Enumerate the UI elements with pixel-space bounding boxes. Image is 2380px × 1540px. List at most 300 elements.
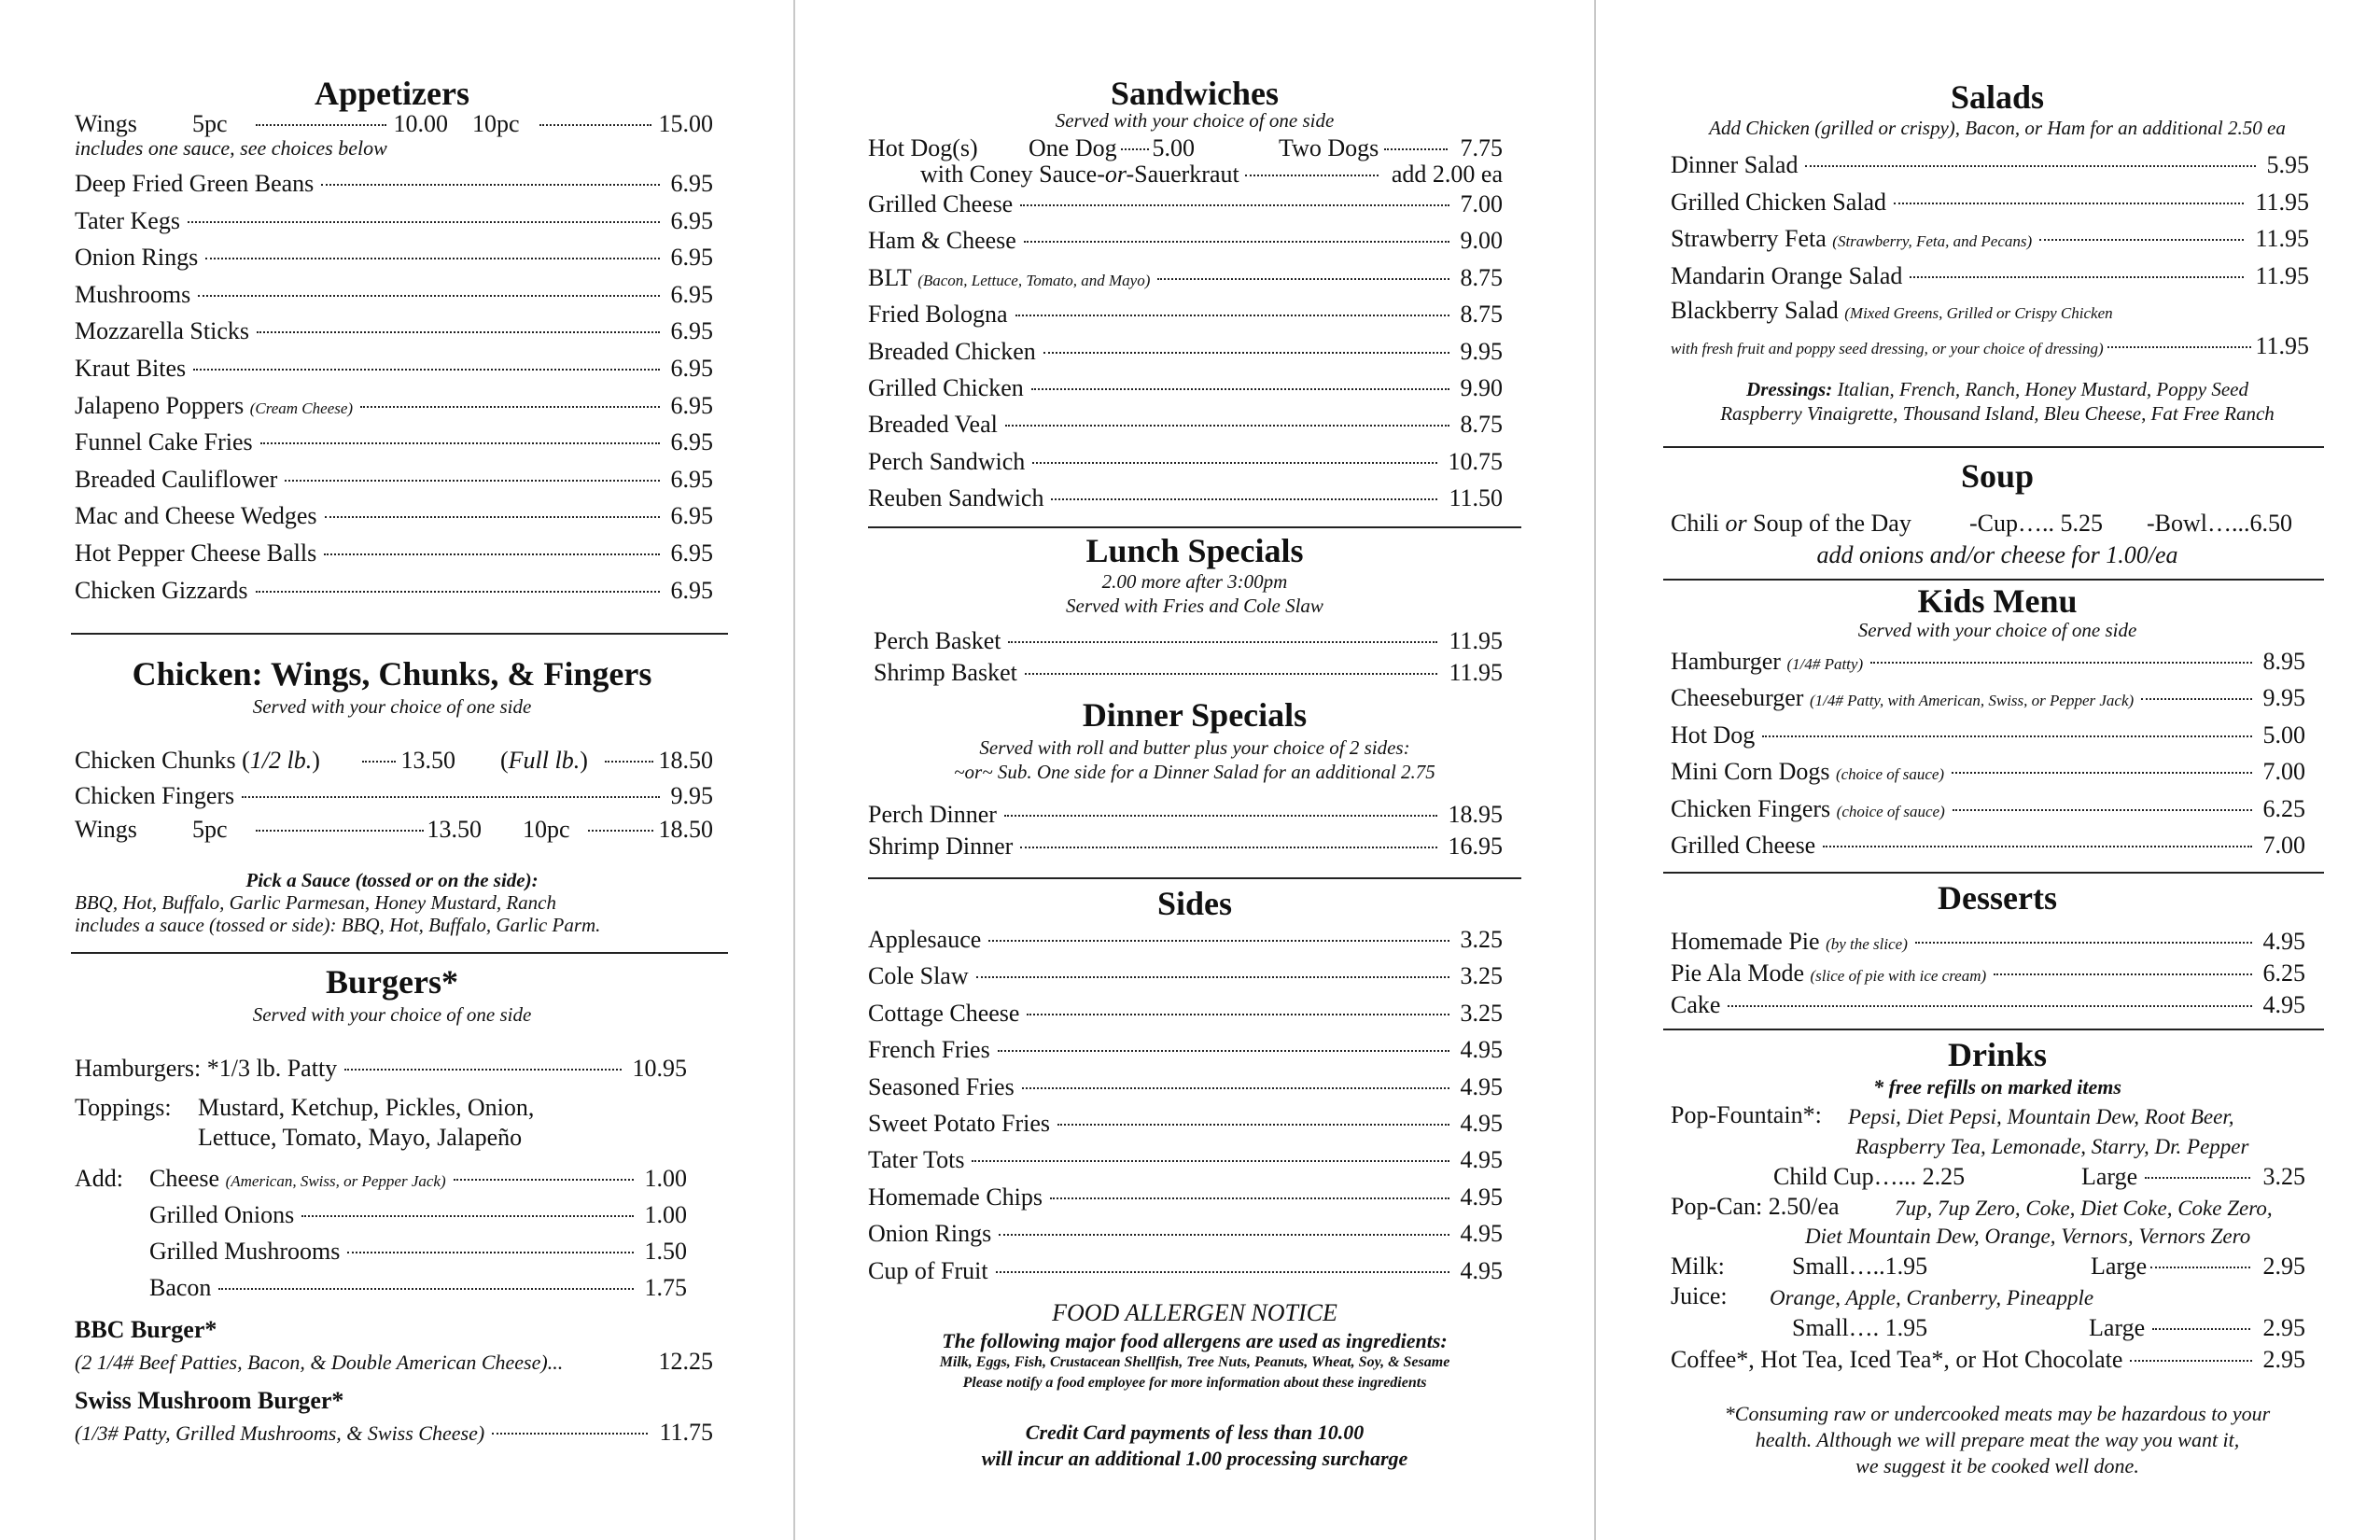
salads-title: Salads <box>1950 78 2045 116</box>
sandwich-row-price: 9.00 <box>1460 227 1503 255</box>
allergen-title: FOOD ALLERGEN NOTICE <box>1052 1299 1337 1326</box>
sandwich-row <box>868 483 1503 514</box>
soup-row: Chili or Soup of the Day <box>1671 510 1911 537</box>
dot-leader <box>1043 352 1449 354</box>
appetizer-row <box>75 279 713 311</box>
salad-row <box>1671 223 2309 258</box>
appetizer-row-price: 6.95 <box>670 391 713 419</box>
dessert-row-name: Homemade Pie <box>1671 928 1820 955</box>
side-row <box>868 1218 1503 1250</box>
dot-leader <box>1024 241 1449 243</box>
salad-row <box>1671 260 2309 292</box>
warning-line-3: we suggest it be cooked well done. <box>1855 1454 2139 1477</box>
side-row-name: Seasoned Fries <box>868 1072 1015 1100</box>
side-row <box>868 998 1503 1029</box>
credit-line-1: Credit Card payments of less than 10.00 <box>1025 1421 1365 1444</box>
sandwich-row <box>868 372 1503 404</box>
sandwich-row-name: Breaded Veal <box>868 411 998 439</box>
dinner-row <box>868 831 1503 862</box>
appetizer-row-name: Deep Fried Green Beans <box>75 170 315 197</box>
dot-leader <box>1057 1124 1449 1126</box>
section-rule <box>1663 446 2324 448</box>
dot-leader <box>347 1252 633 1253</box>
fountain-line-1: Pepsi, Diet Pepsi, Mountain Dew, Root Beer, <box>1848 1105 2234 1128</box>
lunch-row <box>874 625 1503 657</box>
addon-row-price: 1.00 <box>644 1165 687 1192</box>
appetizer-row <box>75 315 713 347</box>
lunch-specials-title: Lunch Specials <box>1085 532 1304 569</box>
milk-large-row: Large 2.95 <box>2091 1253 2305 1280</box>
dot-leader <box>324 553 659 555</box>
burgers-subtitle: Served with your choice of one side <box>252 1003 532 1026</box>
appetizers-title: Appetizers <box>315 75 469 112</box>
sandwich-row-name: Grilled Cheese <box>868 190 1014 217</box>
dot-leader <box>205 258 659 259</box>
dot-leader <box>1050 1197 1449 1199</box>
side-row-name: Cup of Fruit <box>868 1256 988 1284</box>
hamburger-row: Hamburgers: *1/3 lb. Patty 10.95 <box>75 1055 687 1082</box>
side-row-name: Homemade Chips <box>868 1183 1043 1211</box>
wings-10pc-label: 10pc <box>472 110 520 137</box>
dot-leader <box>1031 388 1449 390</box>
salad-row-price: 11.95 <box>2255 225 2309 253</box>
lunch-sub-1: 2.00 more after 3:00pm <box>1101 570 1288 593</box>
sandwich-row-name: BLT <box>868 263 912 291</box>
allergen-line-1: The following major food allergens are used as ingredients: <box>942 1329 1448 1352</box>
fountain-large-row: Large 3.25 <box>2081 1163 2305 1190</box>
appetizer-row-price: 6.95 <box>670 280 713 308</box>
kids-row-name: Grilled Cheese <box>1671 832 1816 859</box>
bbc-burger-row: (2 1/4# Beef Patties, Bacon, & Double American Cheese)... 12.25 <box>75 1348 713 1375</box>
kids-row-note: (1/4# Patty) <box>1786 655 1864 673</box>
kids-row <box>1671 830 2305 861</box>
appetizer-row-name: Chicken Gizzards <box>75 576 248 604</box>
dot-leader <box>1952 772 2251 774</box>
lunch-row-price: 11.95 <box>1449 627 1503 654</box>
chicken-fingers-row: Chicken Fingers 9.95 <box>75 782 713 809</box>
dot-leader <box>1020 204 1449 206</box>
side-row-price: 3.25 <box>1460 926 1503 953</box>
dot-leader <box>325 516 660 518</box>
addon-row <box>149 1272 687 1304</box>
section-rule <box>71 633 728 635</box>
soup-bowl-price: -Bowl…...6.50 <box>2147 510 2292 537</box>
kids-row-price: 7.00 <box>2262 832 2305 859</box>
dot-leader <box>1032 462 1436 464</box>
juice-small: Small…. 1.95 <box>1792 1314 1928 1341</box>
sauce-line-2: includes a sauce (tossed or side): BBQ, Hot, Buffalo, Garlic Parm. <box>75 914 601 936</box>
can-line-2: Diet Mountain Dew, Orange, Vernors, Vernors Zero <box>1805 1225 2251 1248</box>
sandwich-row-price: 8.75 <box>1460 301 1503 329</box>
section-rule <box>868 526 1521 528</box>
sandwich-row <box>868 225 1503 257</box>
side-row <box>868 960 1503 992</box>
dot-leader <box>1157 278 1449 280</box>
sandwich-row-price: 8.75 <box>1460 263 1503 291</box>
dessert-row-note: (slice of pie with ice cream) <box>1810 967 1987 985</box>
kids-row <box>1671 682 2305 717</box>
addon-row <box>149 1163 687 1197</box>
appetizer-row <box>75 500 713 532</box>
appetizer-row <box>75 427 713 458</box>
kids-row-name: Cheeseburger <box>1671 684 1804 712</box>
addon-row <box>149 1236 687 1267</box>
appetizer-row-price: 6.95 <box>670 465 713 493</box>
dot-leader <box>256 591 660 593</box>
kids-row-price: 6.25 <box>2262 794 2305 822</box>
hotdog-one-price: 5.00 <box>1152 134 1195 161</box>
dot-leader <box>976 976 1449 978</box>
chicken-wings-5pc-price: 13.50 <box>427 816 482 843</box>
lunch-sub-2: Served with Fries and Cole Slaw <box>1066 595 1323 617</box>
side-row-name: Sweet Potato Fries <box>868 1110 1050 1137</box>
appetizer-row-price: 6.95 <box>670 539 713 567</box>
dot-leader <box>360 406 659 408</box>
toppings-line-1: Mustard, Ketchup, Pickles, Onion, <box>198 1094 535 1121</box>
side-row-name: Cottage Cheese <box>868 999 1020 1027</box>
addon-row-name: Cheese <box>149 1165 220 1192</box>
toppings-line-2: Lettuce, Tomato, Mayo, Jalapeño <box>198 1124 523 1151</box>
dot-leader <box>198 295 659 297</box>
sandwich-row <box>868 409 1503 441</box>
blackberry-row-2: with fresh fruit and poppy seed dressing, or your choice of dressing) 11.95 <box>1671 332 2309 359</box>
addon-row-price: 1.00 <box>644 1201 687 1228</box>
appetizer-row <box>75 538 713 569</box>
dinner-row-name: Perch Dinner <box>868 801 997 828</box>
hotdog-two-label: Two Dogs <box>1279 134 1379 161</box>
sandwich-row <box>868 189 1503 220</box>
dessert-row-price: 6.25 <box>2262 959 2305 987</box>
side-row-price: 4.95 <box>1460 1072 1503 1100</box>
drinks-title: Drinks <box>1947 1036 2048 1073</box>
dot-leader <box>1762 735 2251 737</box>
coney-price: add 2.00 ea <box>1391 161 1503 188</box>
addon-row-name: Grilled Onions <box>149 1201 295 1228</box>
side-row-price: 4.95 <box>1460 1183 1503 1211</box>
juice-list: Orange, Apple, Cranberry, Pineapple <box>1770 1286 2094 1309</box>
appetizer-row-price: 6.95 <box>670 428 713 456</box>
sandwich-row <box>868 336 1503 368</box>
sandwich-row-name: Grilled Chicken <box>868 374 1024 401</box>
salad-row-price: 5.95 <box>2266 151 2309 178</box>
dot-leader <box>1823 846 2251 847</box>
dinner-row <box>868 799 1503 831</box>
side-row-name: Onion Rings <box>868 1220 992 1248</box>
dressings-line-2: Raspberry Vinaigrette, Thousand Island, Bleu Cheese, Fat Free Ranch <box>1720 402 2275 425</box>
dinner-sub-1: Served with roll and butter plus your choice of 2 sides: <box>979 736 1410 759</box>
coney-row: with Coney Sauce -or- Sauerkraut add 2.00 ea <box>920 159 1503 190</box>
addon-row <box>149 1199 687 1231</box>
side-row-price: 4.95 <box>1460 1110 1503 1137</box>
side-row-price: 3.25 <box>1460 999 1503 1027</box>
lunch-row-price: 11.95 <box>1449 659 1503 686</box>
kids-row-name: Hamburger <box>1671 648 1781 675</box>
kids-row-note: (1/4# Patty, with American, Swiss, or Pepper Jack) <box>1809 692 2135 710</box>
dot-leader <box>2141 698 2251 700</box>
appetizer-row-price: 6.95 <box>670 170 713 197</box>
burgers-title: Burgers* <box>326 963 458 1001</box>
section-rule <box>71 952 728 954</box>
fountain-label: Pop-Fountain*: <box>1671 1101 1822 1128</box>
credit-line-2: will incur an additional 1.00 processing surcharge <box>981 1447 1408 1470</box>
appetizer-row-price: 6.95 <box>670 317 713 345</box>
side-row-price: 4.95 <box>1460 1256 1503 1284</box>
dot-leader <box>1008 641 1437 643</box>
dot-leader <box>1953 809 2252 811</box>
sides-title: Sides <box>1156 885 1233 922</box>
appetizer-row <box>75 390 713 425</box>
fountain-line-2: Raspberry Tea, Lemonade, Starry, Dr. Pepper <box>1855 1135 2249 1158</box>
hotdog-two-price: 7.75 <box>1460 134 1503 161</box>
lunch-row-name: Perch Basket <box>874 627 1001 654</box>
appetizer-row <box>75 353 713 385</box>
sandwich-row-name: Fried Bologna <box>868 301 1008 329</box>
dot-leader <box>321 184 659 186</box>
kids-row-name: Chicken Fingers <box>1671 794 1831 822</box>
sandwich-row-name: Perch Sandwich <box>868 447 1026 475</box>
section-rule <box>1663 1029 2324 1030</box>
sandwiches-subtitle: Served with your choice of one side <box>1055 109 1335 132</box>
sandwich-row-price: 8.75 <box>1460 411 1503 439</box>
dot-leader <box>257 331 660 333</box>
bbc-burger-name: BBC Burger* <box>75 1316 217 1343</box>
dessert-row-name: Cake <box>1671 991 1721 1018</box>
kids-row-note: (choice of sauce) <box>1835 765 1945 784</box>
salad-row-note: (Strawberry, Feta, and Pecans) <box>1832 232 2033 251</box>
dot-leader <box>188 221 660 223</box>
appetizer-row-name: Tater Kegs <box>75 206 180 234</box>
lunch-row-name: Shrimp Basket <box>874 659 1017 686</box>
salad-row-name: Grilled Chicken Salad <box>1671 188 1887 216</box>
warning-line-1: *Consuming raw or undercooked meats may be hazardous to your <box>1724 1402 2271 1425</box>
dot-leader <box>454 1179 634 1181</box>
chicken-subtitle: Served with your choice of one side <box>252 695 532 718</box>
sauce-line-1: BBQ, Hot, Buffalo, Garlic Parmesan, Honey Mustard, Ranch <box>75 891 556 914</box>
dessert-row <box>1671 926 2305 960</box>
dot-leader <box>1022 1087 1449 1089</box>
chicken-chunks-row: Chicken Chunks (1/2 lb.) <box>75 747 320 774</box>
appetizer-row-name: Mozzarella Sticks <box>75 317 249 345</box>
addon-row-price: 1.75 <box>644 1274 687 1301</box>
salad-row-name: Mandarin Orange Salad <box>1671 261 1903 289</box>
hotdog-one-label: One Dog <box>1029 134 1117 161</box>
salad-row-name: Strawberry Feta <box>1671 225 1827 253</box>
can-label: Pop-Can: 2.50/ea <box>1671 1193 1840 1220</box>
side-row-price: 4.95 <box>1460 1036 1503 1064</box>
sandwiches-title: Sandwiches <box>1110 75 1280 112</box>
sandwich-row-note: (Bacon, Lettuce, Tomato, and Mayo) <box>917 271 1151 289</box>
kids-row <box>1671 720 2305 751</box>
chunks-full-price: 18.50 <box>658 747 713 774</box>
side-row <box>868 1108 1503 1140</box>
kids-row-name: Mini Corn Dogs <box>1671 758 1830 786</box>
sandwich-row-price: 11.50 <box>1449 484 1503 512</box>
chicken-wings-10pc-price: 18.50 <box>658 816 713 843</box>
dot-leader <box>218 1288 633 1290</box>
appetizer-wings-row: Wings <box>75 110 137 137</box>
dot-leader <box>972 1160 1449 1162</box>
appetizer-row <box>75 205 713 237</box>
sandwich-row <box>868 446 1503 478</box>
toppings-label: Toppings: <box>75 1094 172 1121</box>
salad-row <box>1671 149 2309 181</box>
side-row-price: 4.95 <box>1460 1220 1503 1248</box>
drinks-subtitle: * free refills on marked items <box>1873 1075 2121 1099</box>
dot-leader <box>193 369 659 371</box>
appetizer-row-name: Hot Pepper Cheese Balls <box>75 539 317 567</box>
sandwich-row-price: 9.90 <box>1460 374 1503 401</box>
swiss-burger-row: (1/3# Patty, Grilled Mushrooms, & Swiss Cheese) 11.75 <box>75 1419 713 1446</box>
dot-leader <box>1894 203 2244 204</box>
chicken-wings-row: Wings <box>75 816 137 843</box>
side-row <box>868 1071 1503 1103</box>
side-row <box>868 1255 1503 1287</box>
addon-row-name: Grilled Mushrooms <box>149 1238 341 1265</box>
salad-row-price: 11.95 <box>2255 188 2309 216</box>
milk-label: Milk: <box>1671 1253 1725 1280</box>
sandwich-row-name: Ham & Cheese <box>868 227 1016 255</box>
dot-leader <box>301 1215 633 1217</box>
dot-leader <box>1004 815 1437 817</box>
dinner-row-price: 16.95 <box>1448 833 1503 860</box>
kids-row-price: 8.95 <box>2262 648 2305 675</box>
salads-subtitle: Add Chicken (grilled or crispy), Bacon, or Ham for an additional 2.50 ea <box>1709 117 2286 139</box>
salad-row-name: Dinner Salad <box>1671 151 1799 178</box>
kids-row <box>1671 646 2305 680</box>
appetizer-row-price: 6.95 <box>670 244 713 272</box>
dot-leader <box>1870 662 2251 664</box>
sandwich-row-name: Reuben Sandwich <box>868 484 1044 512</box>
dressings-line-1: Dressings: Italian, French, Ranch, Honey Mustard, Poppy Seed <box>1746 378 2248 400</box>
kids-menu-title: Kids Menu <box>1917 582 2078 620</box>
dinner-row-name: Shrimp Dinner <box>868 833 1014 860</box>
dot-leader <box>285 480 659 482</box>
dot-leader <box>1805 165 2255 167</box>
kids-subtitle: Served with your choice of one side <box>1857 619 2137 641</box>
kids-row-name: Hot Dog <box>1671 721 1756 749</box>
appetizer-row-price: 6.95 <box>670 576 713 604</box>
dot-leader <box>2039 239 2244 241</box>
appetizer-row-name: Mac and Cheese Wedges <box>75 502 317 530</box>
dot-leader <box>996 1271 1449 1273</box>
coffee-row: Coffee*, Hot Tea, Iced Tea*, or Hot Chocolate 2.95 <box>1671 1346 2305 1373</box>
dot-leader <box>1015 315 1449 316</box>
kids-row <box>1671 756 2305 791</box>
kids-row-note: (choice of sauce) <box>1836 802 1945 820</box>
appetizer-row <box>75 242 713 273</box>
side-row <box>868 1034 1503 1066</box>
dot-leader <box>1910 276 2244 278</box>
section-rule <box>1663 579 2324 581</box>
dinner-sub-2: ~or~ Sub. One side for a Dinner Salad for an additional 2.75 <box>954 761 1435 783</box>
sandwich-row-price: 7.00 <box>1460 190 1503 217</box>
appetizer-row-name: Kraut Bites <box>75 355 187 382</box>
appetizer-row-price: 6.95 <box>670 502 713 530</box>
can-line-1: 7up, 7up Zero, Coke, Diet Coke, Coke Zero, <box>1895 1197 2273 1220</box>
panel-divider-left <box>793 0 795 1540</box>
appetizer-row <box>75 575 713 607</box>
side-row <box>868 924 1503 956</box>
sandwich-row-price: 9.95 <box>1460 337 1503 365</box>
side-row-name: Cole Slaw <box>868 962 969 990</box>
add-label: Add: <box>75 1165 123 1192</box>
dot-leader <box>1020 847 1436 848</box>
sandwich-row <box>868 299 1503 330</box>
side-row-name: Tater Tots <box>868 1146 965 1174</box>
side-row-price: 3.25 <box>1460 962 1503 990</box>
appetizer-row-name: Funnel Cake Fries <box>75 428 253 456</box>
juice-label: Juice: <box>1671 1282 1728 1309</box>
soup-cup-price: -Cup….. 5.25 <box>1969 510 2103 537</box>
side-row-name: Applesauce <box>868 926 982 953</box>
kids-row <box>1671 793 2305 828</box>
dot-leader <box>1025 673 1438 675</box>
dot-leader <box>1915 942 2252 944</box>
sauce-title: Pick a Sauce (tossed or on the side): <box>245 869 539 891</box>
side-row <box>868 1144 1503 1176</box>
allergen-line-2: Milk, Eggs, Fish, Crustacean Shellfish, Tree Nuts, Peanuts, Wheat, Soy, & Sesame <box>939 1354 1450 1370</box>
chicken-title: Chicken: Wings, Chunks, & Fingers <box>132 655 652 693</box>
blackberry-row: Blackberry Salad (Mixed Greens, Grilled or Crispy Chicken <box>1671 297 2113 324</box>
dessert-row <box>1671 989 2305 1021</box>
chunks-half-price: 13.50 <box>400 747 455 774</box>
child-cup-row: Child Cup…... 2.25 <box>1773 1163 1966 1190</box>
addon-row-name: Bacon <box>149 1274 212 1301</box>
sandwich-row-price: 10.75 <box>1448 447 1503 475</box>
kids-row-price: 5.00 <box>2262 721 2305 749</box>
warning-line-2: health. Although we will prepare meat the way you want it, <box>1755 1428 2240 1451</box>
side-row-name: French Fries <box>868 1036 990 1064</box>
appetizer-row-name: Jalapeno Poppers <box>75 391 245 419</box>
wings-10pc-price: 15.00 <box>658 110 713 137</box>
appetizer-row <box>75 464 713 496</box>
dot-leader <box>999 1234 1449 1236</box>
side-row <box>868 1182 1503 1213</box>
salad-row-price: 11.95 <box>2255 261 2309 289</box>
dessert-row-note: (by the slice) <box>1826 935 1908 953</box>
dot-leader <box>1005 425 1449 427</box>
wings-5pc-price: 10.00 <box>393 110 448 137</box>
panel-divider-right <box>1594 0 1596 1540</box>
lunch-row <box>874 657 1503 689</box>
dessert-row-price: 4.95 <box>2262 928 2305 955</box>
wings-5pc-label: 5pc <box>192 110 228 137</box>
dinner-row-price: 18.95 <box>1448 801 1503 828</box>
dot-leader <box>1027 1014 1449 1015</box>
sandwich-row-name: Breaded Chicken <box>868 337 1036 365</box>
dot-leader <box>1728 1005 2251 1007</box>
juice-large-row: Large 2.95 <box>2089 1314 2305 1341</box>
milk-small: Small…..1.95 <box>1792 1253 1928 1280</box>
dot-leader <box>260 442 660 444</box>
addon-row-price: 1.50 <box>644 1238 687 1265</box>
wings-note: includes one sauce, see choices below <box>75 136 387 160</box>
swiss-burger-name: Swiss Mushroom Burger* <box>75 1387 344 1414</box>
appetizer-row-name: Onion Rings <box>75 244 199 272</box>
allergen-line-3: Please notify a food employee for more information about these ingredients <box>962 1375 1427 1391</box>
sandwich-row <box>868 262 1503 297</box>
dot-leader <box>988 940 1449 942</box>
appetizer-row-price: 6.95 <box>670 355 713 382</box>
dessert-row-price: 4.95 <box>2262 991 2305 1018</box>
side-row-price: 4.95 <box>1460 1146 1503 1174</box>
salad-row <box>1671 187 2309 218</box>
kids-row-price: 7.00 <box>2262 758 2305 786</box>
dot-leader <box>998 1050 1449 1052</box>
soup-note: add onions and/or cheese for 1.00/ea <box>1816 541 2178 568</box>
appetizer-row-note: (Cream Cheese) <box>249 399 354 417</box>
dot-leader <box>1994 973 2251 975</box>
